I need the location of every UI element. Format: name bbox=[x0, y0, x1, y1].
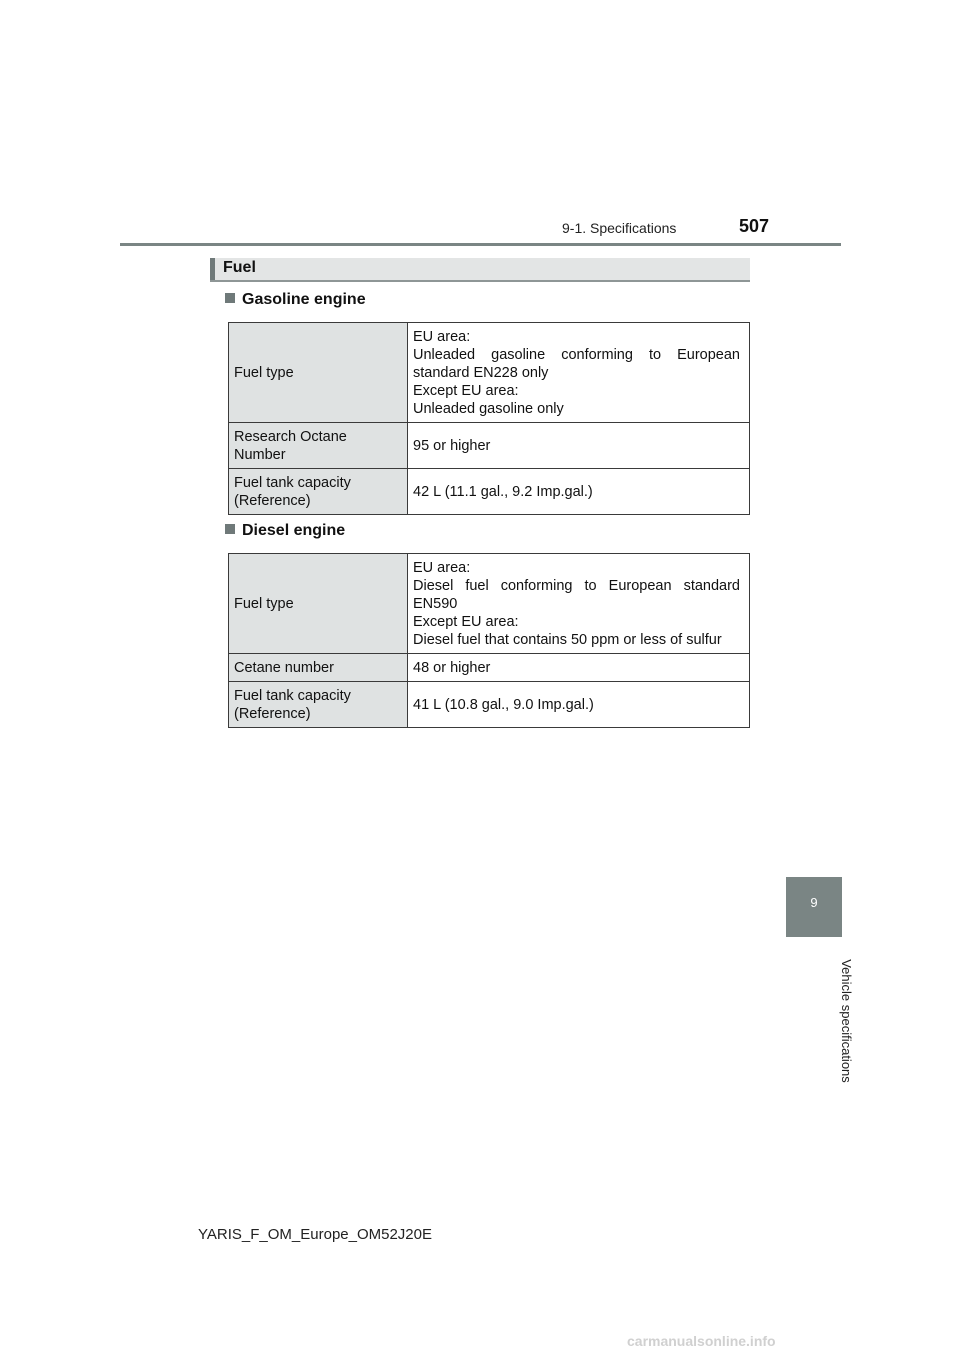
value-line: Except EU area: bbox=[413, 613, 519, 630]
row-label bbox=[229, 469, 408, 515]
table-row bbox=[229, 654, 750, 682]
label-line: (Reference) bbox=[234, 492, 311, 509]
value-line: Unleaded gasoline conforming to European standard EN228 only bbox=[413, 346, 740, 381]
row-label bbox=[229, 654, 408, 682]
row-label bbox=[229, 554, 408, 654]
value-line: Diesel fuel conforming to European standard EN590 bbox=[413, 577, 740, 612]
value-line: Unleaded gasoline only bbox=[413, 400, 564, 417]
square-bullet-icon bbox=[225, 524, 235, 534]
value-line: EU area: bbox=[413, 328, 471, 345]
value-line: Diesel fuel that contains 50 ppm or less of sulfur bbox=[413, 631, 722, 648]
document-code: YARIS_F_OM_Europe_OM52J20E bbox=[198, 1226, 433, 1243]
table-row bbox=[229, 323, 750, 423]
table-row bbox=[229, 469, 750, 515]
section-title: Fuel bbox=[223, 259, 256, 276]
row-label bbox=[229, 682, 408, 728]
title-bar-accent bbox=[210, 258, 215, 280]
section-title-bar bbox=[210, 258, 750, 282]
header-divider bbox=[120, 243, 841, 246]
row-value bbox=[408, 554, 750, 654]
label-line: Research Octane bbox=[234, 428, 347, 445]
label-line: Cetane number bbox=[234, 659, 334, 676]
value-line: 95 or higher bbox=[413, 437, 491, 454]
diesel-heading-text: Diesel engine bbox=[242, 522, 346, 539]
chapter-number: 9 bbox=[810, 895, 818, 910]
row-value bbox=[408, 323, 750, 423]
gasoline-spec-table bbox=[228, 322, 750, 515]
value-line: EU area: bbox=[413, 559, 471, 576]
label-line: Fuel type bbox=[234, 364, 294, 381]
row-value bbox=[408, 654, 750, 682]
chapter-title-vertical: Vehicle specifications bbox=[839, 959, 854, 1083]
row-value bbox=[408, 423, 750, 469]
value-line: Except EU area: bbox=[413, 382, 519, 399]
diesel-spec-table bbox=[228, 553, 750, 728]
label-line: (Reference) bbox=[234, 705, 311, 722]
diesel-engine-heading bbox=[225, 522, 345, 540]
table-row bbox=[229, 554, 750, 654]
row-label bbox=[229, 323, 408, 423]
value-line: 42 L (11.1 gal., 9.2 Imp.gal.) bbox=[413, 483, 593, 500]
header-section-title: 9-1. Specifications bbox=[562, 220, 677, 236]
label-line: Fuel tank capacity bbox=[234, 474, 351, 491]
chapter-tab bbox=[786, 877, 842, 937]
value-line: 48 or higher bbox=[413, 659, 491, 676]
row-label bbox=[229, 423, 408, 469]
label-line: Fuel tank capacity bbox=[234, 687, 351, 704]
watermark-text: carmanualsonline.info bbox=[627, 1333, 776, 1349]
label-line: Number bbox=[234, 446, 286, 463]
table-row bbox=[229, 423, 750, 469]
row-value bbox=[408, 682, 750, 728]
table-row bbox=[229, 682, 750, 728]
page-number: 507 bbox=[739, 216, 770, 236]
value-line: 41 L (10.8 gal., 9.0 Imp.gal.) bbox=[413, 696, 594, 713]
row-value bbox=[408, 469, 750, 515]
label-line: Fuel type bbox=[234, 595, 294, 612]
square-bullet-icon bbox=[225, 293, 235, 303]
gasoline-heading-text: Gasoline engine bbox=[242, 291, 366, 308]
gasoline-engine-heading bbox=[225, 291, 366, 309]
